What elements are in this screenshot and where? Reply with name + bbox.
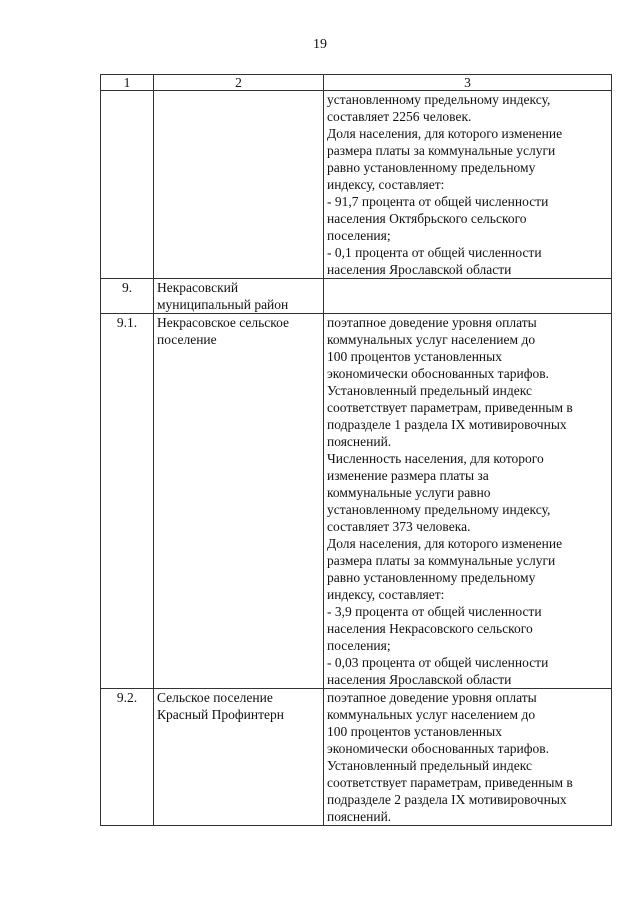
- row-number-cell: 9.1.: [101, 314, 154, 689]
- description-line: коммунальных услуг населением до: [327, 707, 536, 722]
- description-cell: [324, 689, 612, 826]
- description-line: Установленный предельный индекс: [327, 758, 532, 773]
- description-line: соответствует параметрам, приведенным в: [327, 400, 573, 415]
- municipality-name-cell: [154, 689, 324, 826]
- description-line: размера платы за коммунальные услуги: [327, 553, 556, 568]
- column-header-1: 1: [101, 75, 154, 91]
- municipality-name-line: муниципальный район: [157, 297, 289, 312]
- description-line: изменение размера платы за: [327, 468, 489, 483]
- description-line: экономически обоснованных тарифов.: [327, 366, 549, 381]
- description-line: Доля населения, для которого изменение: [327, 536, 563, 551]
- description-line: - 3,9 процента от общей численности: [327, 604, 542, 619]
- description-line: размера платы за коммунальные услуги: [327, 143, 556, 158]
- column-header-3: 3: [324, 75, 612, 91]
- description-line: 100 процентов установленных: [327, 724, 502, 739]
- description-line: поселения;: [327, 228, 391, 243]
- description-line: населения Ярославской области: [327, 672, 512, 687]
- description-line: поэтапное доведение уровня оплаты: [327, 690, 537, 705]
- description-line: соответствует параметрам, приведенным в: [327, 775, 573, 790]
- municipality-name-line: Некрасовское сельское: [157, 315, 290, 330]
- description-line: населения Ярославской области: [327, 262, 512, 277]
- description-line: экономически обоснованных тарифов.: [327, 741, 549, 756]
- document-table: [100, 74, 612, 826]
- municipality-name-cell: [154, 314, 324, 689]
- description-line: поэтапное доведение уровня оплаты: [327, 315, 537, 330]
- municipality-name-line: Сельское поселение: [157, 690, 273, 705]
- description-line: 100 процентов установленных: [327, 349, 502, 364]
- municipality-name-line: Красный Профинтерн: [157, 707, 284, 722]
- description-line: пояснений.: [327, 809, 392, 824]
- description-line: установленному предельному индексу,: [327, 502, 551, 517]
- description-line: подразделе 2 раздела IX мотивировочных: [327, 792, 567, 807]
- description-line: населения Октябрьского сельского: [327, 211, 527, 226]
- municipality-name-line: поселение: [157, 332, 217, 347]
- table-row: [101, 314, 612, 689]
- description-line: составляет 2256 человек.: [327, 109, 472, 124]
- table-row: [101, 91, 612, 279]
- description-line: коммунальных услуг населением до: [327, 332, 536, 347]
- description-line: равно установленному предельному: [327, 570, 536, 585]
- municipality-name-cell: [154, 279, 324, 314]
- description-line: Установленный предельный индекс: [327, 383, 532, 398]
- description-line: Доля населения, для которого изменение: [327, 126, 563, 141]
- table-body: [101, 75, 612, 826]
- description-line: индексу, составляет:: [327, 587, 445, 602]
- row-number-cell: 9.: [101, 279, 154, 314]
- municipality-name-cell: [154, 91, 324, 279]
- description-line: поселения;: [327, 638, 391, 653]
- description-line: - 91,7 процента от общей численности: [327, 194, 549, 209]
- description-line: - 0,03 процента от общей численности: [327, 655, 549, 670]
- description-line: населения Некрасовского сельского: [327, 621, 533, 636]
- municipality-name-line: Некрасовский: [157, 280, 239, 295]
- description-line: составляет 373 человека.: [327, 519, 471, 534]
- row-number-cell: [101, 91, 154, 279]
- description-cell: [324, 91, 612, 279]
- description-line: Численность населения, для которого: [327, 451, 544, 466]
- description-line: подразделе 1 раздела IX мотивировочных: [327, 417, 567, 432]
- table-row: [101, 689, 612, 826]
- description-line: равно установленному предельному: [327, 160, 536, 175]
- table-row: [101, 279, 612, 314]
- description-line: коммунальные услуги равно: [327, 485, 491, 500]
- description-line: индексу, составляет:: [327, 177, 445, 192]
- description-cell: [324, 279, 612, 314]
- column-header-2: 2: [154, 75, 324, 91]
- page-number: 19: [313, 37, 327, 52]
- table-header-row: [101, 75, 612, 91]
- description-line: пояснений.: [327, 434, 392, 449]
- row-number-cell: 9.2.: [101, 689, 154, 826]
- description-line: установленному предельному индексу,: [327, 92, 551, 107]
- description-cell: [324, 314, 612, 689]
- description-line: - 0,1 процента от общей численности: [327, 245, 542, 260]
